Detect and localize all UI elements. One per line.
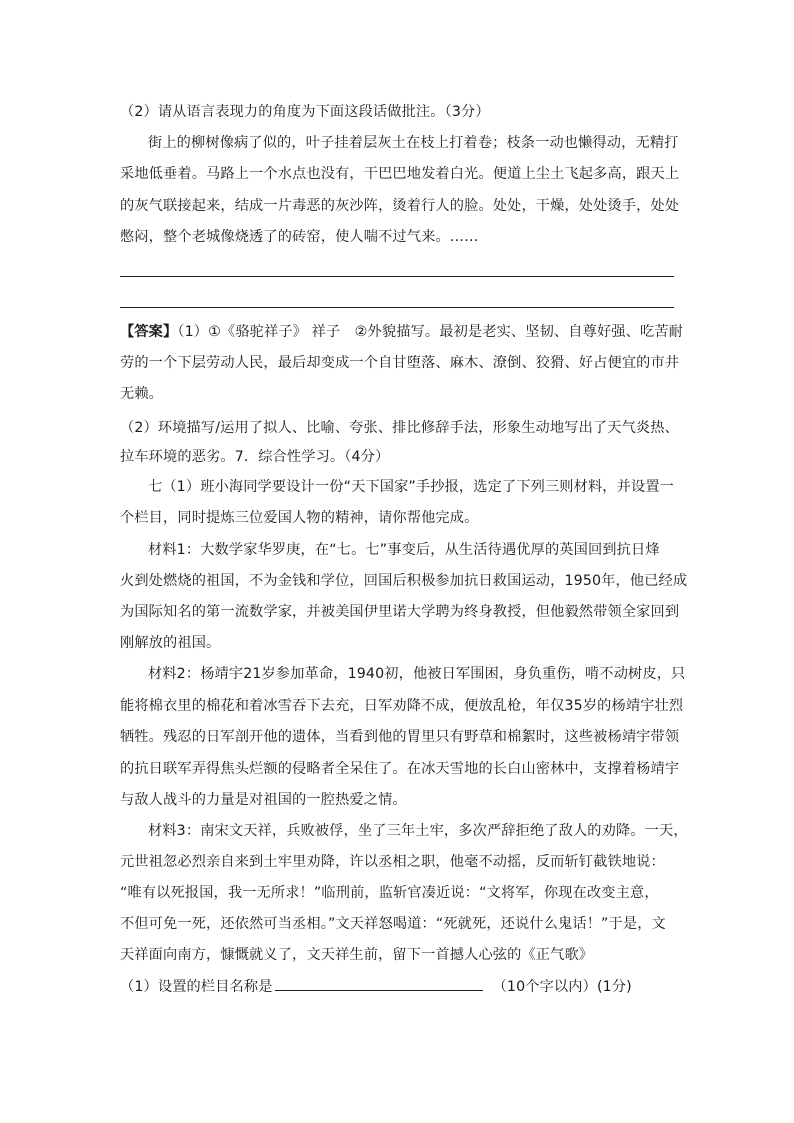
material-2-line: 的抗日联军弄得焦头烂额的侵略者全呆住了。在冰天雪地的长白山密林中，支撑着杨靖宇: [120, 761, 680, 777]
column-name-blank[interactable]: [275, 976, 483, 991]
question-1-suffix: （10个字以内）(1分): [492, 979, 632, 995]
passage-line: 采地低垂着。马路上一个水点也没有，干巴巴地发着白光。便道上尘土飞起多高，跟天上: [120, 166, 680, 182]
material-1-line: 材料1：大数学家华罗庚，在“七。七”事变后，从生活待遇优厚的英国回到抗日烽: [148, 542, 660, 558]
passage-line: 憋闷，整个老城像烧透了的砖窑，使人喘不过气来。……: [120, 229, 479, 245]
answer-line: 劳的一个下层劳动人民，最后却变成一个自甘堕落、麻木、潦倒、狡猾、好占便宜的市井: [120, 355, 680, 371]
material-3-line: 不但可免一死，还依然可当丞相。”文天祥怒喝道：“死就死，还说什么鬼话！”于是，文: [120, 916, 666, 932]
material-3-line: “唯有以死报国，我一无所求！”临刑前，监斩官凑近说：“文将军，你现在改变主意，: [120, 885, 659, 901]
material-1-line: 为国际知名的第一流数学家，并被美国伊里诺大学聘为终身教授，但他毅然带领全家回到: [120, 604, 680, 620]
question-1-prefix: （1）设置的栏目名称是: [120, 979, 273, 995]
answer-line: [120, 322, 683, 342]
answer-text: （1）①《骆驼祥子》 祥子 ②外貌描写。最初是老实、坚韧、自尊好强、吃苦耐: [177, 324, 683, 340]
answer-blank-line[interactable]: [120, 276, 674, 277]
section-7-intro: 个栏目，同时提炼三位爱国人物的精神，请你帮他完成。: [120, 510, 479, 526]
material-2-line: 牺牲。残忍的日军剖开他的遗体，当看到他的胃里只有野草和棉絮时，这些被杨靖宇带领: [120, 729, 680, 745]
question-1-line: [120, 976, 632, 997]
section-7-intro: 七（1）班小海同学要设计一份“天下国家”手抄报，选定了下列三则材料，并设置一: [148, 479, 674, 495]
passage-line: 街上的柳树像病了似的，叶子挂着层灰土在枝上打着卷；枝条一动也懒得动，无精打: [148, 135, 679, 151]
material-3-line: 元世祖忽必烈亲自来到土牢里劝降，许以丞相之职，他毫不动摇，反而斩钉截铁地说：: [120, 854, 665, 870]
material-3-line: 材料3：南宋文天祥，兵败被俘，坐了三年土牢，多次严辞拒绝了敌人的劝降。一天，: [148, 823, 688, 839]
material-2-line: 能将棉衣里的棉花和着冰雪吞下去充，日军劝降不成，便放乱枪，年仅35岁的杨靖宇壮烈: [120, 698, 684, 714]
material-3-line: 天祥面向南方，慷慨就义了，文天祥生前，留下一首撼人心弦的《正气歌》: [120, 947, 594, 963]
passage-line: 的灰气联接起来，结成一片毒恶的灰沙阵，烫着行人的脸。处处，干燥，处处烫手，处处: [120, 198, 680, 214]
material-1-line: 火到处燃烧的祖国，不为金钱和学位，回国后积极参加抗日救国运动，1950年，他已经成: [120, 573, 688, 589]
answer-line: 拉车环境的恶劣。7．综合性学习。（4分）: [120, 449, 390, 465]
material-2-line: 与敌人战斗的力量是对祖国的一腔热爱之情。: [120, 792, 407, 808]
material-2-line: 材料2：杨靖宇21岁参加革命，1940初，他被日军围困，身负重伤，啃不动树皮，只: [148, 666, 686, 682]
answer-blank-line[interactable]: [120, 307, 674, 308]
answer-line: 无赖。: [120, 386, 164, 402]
answer-line: （2）环境描写/运用了拟人、比喻、夸张、排比修辞手法，形象生动地写出了天气炎热、: [120, 420, 679, 436]
answer-label: 【答案】: [120, 324, 178, 340]
material-1-line: 刚解放的祖国。: [120, 635, 221, 651]
question-2-prompt: （2）请从语言表现力的角度为下面这段话做批注。（3分）: [120, 104, 490, 120]
